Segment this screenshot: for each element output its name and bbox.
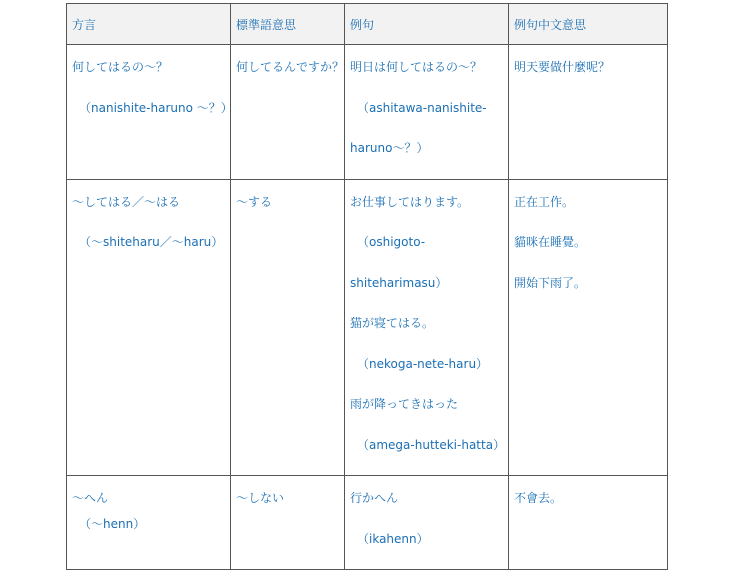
example-romaji: shiteharimasu） [350, 275, 448, 290]
table-row [67, 476, 668, 570]
dialect-cell [67, 476, 231, 570]
example-text: 猫が寝てはる。 [350, 316, 435, 330]
dialect-romaji: （nanishite-haruno ～？） [79, 100, 233, 115]
example-romaji: （ashitawa-nanishite- [357, 100, 487, 115]
example-cell [345, 476, 509, 570]
dialect-cell [67, 179, 231, 476]
table-row [67, 179, 668, 476]
standard-cell [231, 45, 345, 180]
chinese-cell [509, 179, 668, 476]
example-romaji: （ikahenn） [357, 531, 429, 546]
example-romaji: （nekoga-nete-haru） [357, 356, 489, 371]
header-standard-meaning: 標準語意思 [231, 4, 345, 45]
standard-cell [231, 179, 345, 476]
table-row [67, 45, 668, 180]
example-romaji: haruno～？） [350, 141, 429, 155]
chinese-text: 正在工作。 [514, 194, 575, 209]
example-text: 明日は何してはるの～？ [350, 60, 483, 74]
example-romaji: （oshigoto- [357, 235, 426, 249]
header-chinese-meaning: 例句中文意思 [509, 4, 668, 45]
dialect-text: ～してはる／～はる [72, 194, 181, 209]
example-cell [345, 179, 509, 476]
dialect-romaji: （～shiteharu／～haru） [79, 235, 224, 249]
dialect-table [66, 3, 668, 570]
chinese-cell [509, 476, 668, 570]
chinese-text: 貓咪在睡覺。 [514, 235, 587, 249]
header-example: 例句 [345, 4, 509, 45]
dialect-text: ～へん [72, 491, 109, 505]
example-text: 行かへん [350, 491, 399, 505]
example-cell [345, 45, 509, 180]
standard-text: ～する [236, 194, 273, 209]
dialect-romaji: （～henn） [79, 517, 146, 531]
example-text: 雨が降ってきはった [350, 397, 459, 411]
dialect-text: 何してはるの～？ [72, 60, 169, 74]
header-dialect: 方言 [67, 4, 231, 45]
standard-cell [231, 476, 345, 570]
chinese-text: 不會去。 [514, 491, 563, 505]
example-text: お仕事してはります。 [350, 194, 470, 209]
example-romaji: （amega-hutteki-hatta） [357, 437, 506, 452]
dialect-cell [67, 45, 231, 180]
standard-text: 何してるんですか？ [236, 60, 345, 74]
chinese-cell [509, 45, 668, 180]
chinese-text: 明天要做什麼呢？ [514, 60, 611, 74]
standard-text: ～しない [236, 491, 285, 505]
header-row [67, 4, 668, 45]
chinese-text: 開始下雨了。 [514, 275, 587, 290]
